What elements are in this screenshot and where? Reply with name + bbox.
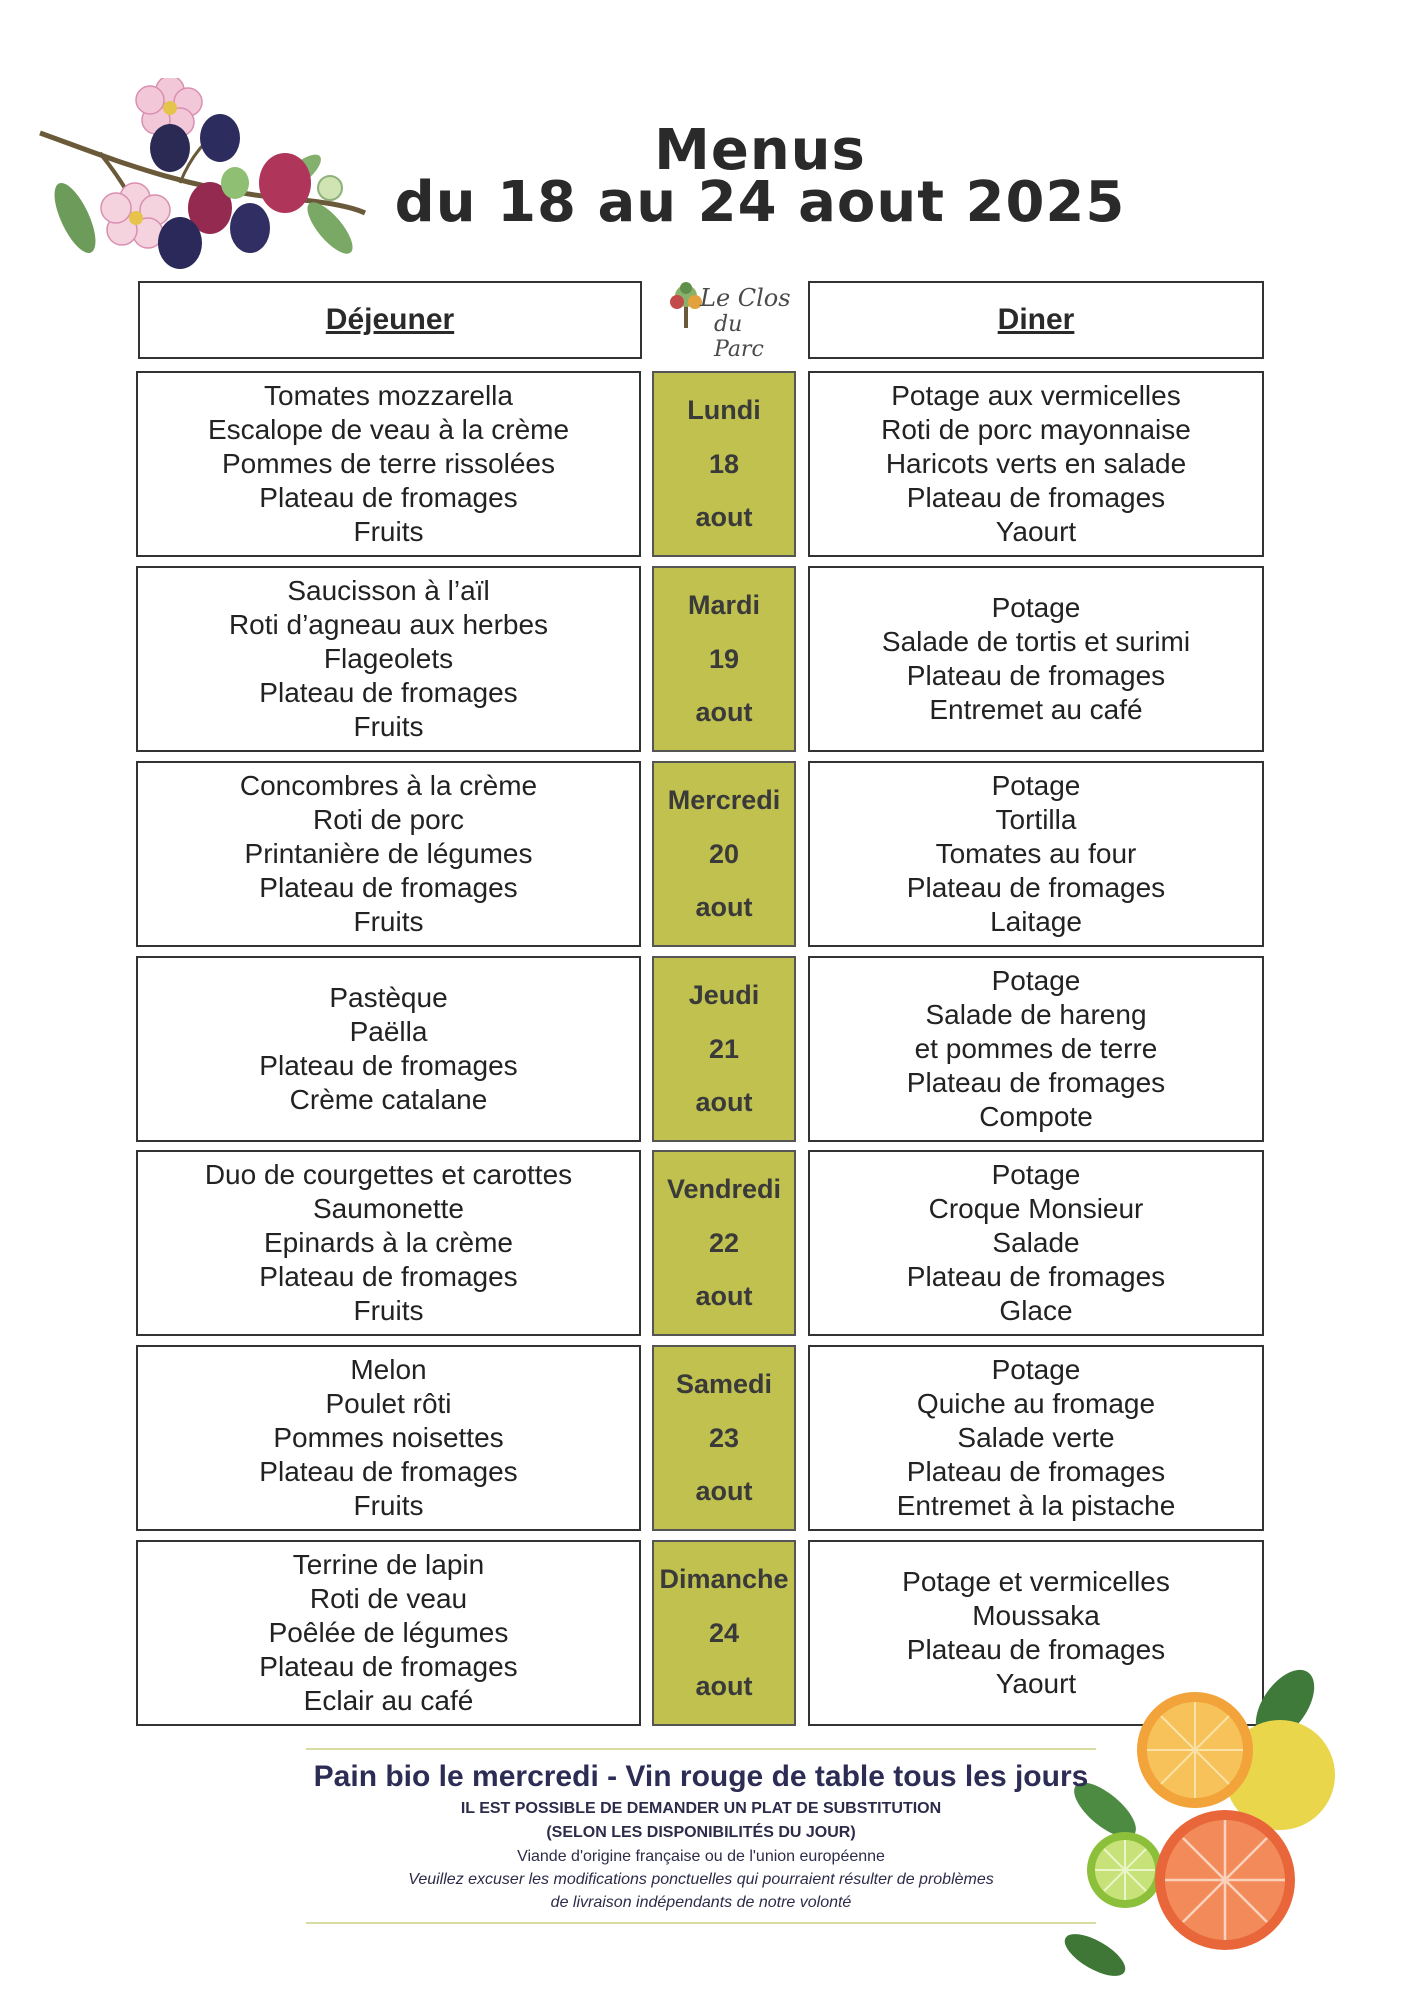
- footer-line-3: (SELON LES DISPONIBILITÉS DU JOUR): [546, 1824, 856, 1841]
- day-num: 21: [708, 1033, 740, 1064]
- day-row: [0, 761, 1414, 947]
- dish-item: Duo de courgettes et carottes: [204, 1159, 573, 1190]
- page-title: Menus: [654, 118, 866, 183]
- day-row: [0, 371, 1414, 557]
- dish-item: Roti de porc: [313, 804, 464, 835]
- dish-item: Plateau de fromages: [259, 872, 518, 903]
- dish-item: Salade verte: [957, 1422, 1115, 1453]
- dish-item: Roti de veau: [309, 1583, 468, 1614]
- dish-item: Pommes de terre rissolées: [221, 448, 555, 479]
- dish-item: Salade de hareng: [925, 999, 1147, 1030]
- dish-item: Plateau de fromages: [906, 660, 1166, 691]
- dish-item: Tomates mozzarella: [264, 380, 513, 411]
- dish-item: Potage: [991, 770, 1081, 801]
- day-name: Jeudi: [688, 980, 760, 1011]
- dish-item: Poêlée de légumes: [268, 1617, 509, 1648]
- diner-menu: [808, 761, 1264, 947]
- dish-item: Plateau de fromages: [259, 1456, 518, 1487]
- dish-item: Moussaka: [972, 1600, 1100, 1631]
- day-cell: [652, 956, 796, 1142]
- dish-item: Entremet au café: [929, 694, 1143, 725]
- dish-item: Compote: [979, 1101, 1093, 1132]
- day-row: [0, 956, 1414, 1142]
- dish-item: Plateau de fromages: [259, 1651, 518, 1682]
- footer-line-5: Veuillez excuser les modifications ponctuelles qui pourraient résulter de problèmes: [408, 1871, 994, 1888]
- dish-item: Potage: [991, 592, 1081, 623]
- diner-menu: [808, 956, 1264, 1142]
- dish-item: Pastèque: [329, 982, 448, 1013]
- dish-item: Quiche au fromage: [916, 1388, 1156, 1419]
- dish-item: Yaourt: [995, 516, 1077, 547]
- day-num: 19: [708, 643, 740, 674]
- day-month: aout: [695, 1670, 753, 1701]
- dish-item: Plateau de fromages: [906, 1456, 1166, 1487]
- day-month: aout: [695, 501, 753, 532]
- day-num: 24: [708, 1617, 740, 1648]
- dish-item: Escalope de veau à la crème: [207, 414, 570, 445]
- dejeuner-menu: [136, 1540, 641, 1726]
- citrus-fruits-icon: [1055, 1660, 1365, 1980]
- dish-item: Paëlla: [349, 1016, 428, 1047]
- dish-item: Fruits: [353, 1490, 424, 1521]
- dish-item: Plateau de fromages: [259, 677, 518, 708]
- footer-line-6: de livraison indépendants de notre volonté: [550, 1894, 852, 1911]
- day-cell: [652, 371, 796, 557]
- day-num: 22: [708, 1227, 740, 1258]
- dish-item: Fruits: [353, 711, 424, 742]
- dish-item: Potage: [991, 1159, 1081, 1190]
- footer: [306, 1748, 1096, 1924]
- dejeuner-menu: [136, 371, 641, 557]
- dish-item: Glace: [999, 1295, 1073, 1326]
- dish-item: Fruits: [353, 1295, 424, 1326]
- dish-item: Fruits: [353, 516, 424, 547]
- day-month: aout: [695, 891, 753, 922]
- day-num: 20: [708, 838, 740, 869]
- day-num: 18: [708, 448, 740, 479]
- dish-item: Eclair au café: [303, 1685, 474, 1716]
- dish-item: Salade de tortis et surimi: [881, 626, 1191, 657]
- dish-item: Plateau de fromages: [906, 872, 1166, 903]
- logo: [660, 278, 794, 362]
- dish-item: Plateau de fromages: [259, 482, 518, 513]
- day-month: aout: [695, 1086, 753, 1117]
- logo-text-1: Le Clos: [700, 284, 791, 312]
- day-name: Mercredi: [667, 785, 781, 816]
- dish-item: Roti d’agneau aux herbes: [228, 609, 549, 640]
- dish-item: Potage: [991, 1354, 1081, 1385]
- dish-item: Printanière de légumes: [244, 838, 533, 869]
- day-row: [0, 1345, 1414, 1531]
- diner-header: Diner: [808, 281, 1264, 359]
- day-name: Samedi: [675, 1369, 773, 1400]
- day-cell: [652, 1345, 796, 1531]
- dish-item: Yaourt: [995, 1668, 1077, 1699]
- dejeuner-header: Déjeuner: [138, 281, 642, 359]
- footer-line-1: Pain bio le mercredi - Vin rouge de table tous les jours: [313, 1760, 1089, 1793]
- diner-menu: [808, 566, 1264, 752]
- day-month: aout: [695, 1475, 753, 1506]
- dish-item: Terrine de lapin: [292, 1549, 485, 1580]
- day-num: 23: [708, 1422, 740, 1453]
- dish-item: Tortilla: [995, 804, 1077, 835]
- day-name: Mardi: [687, 590, 760, 621]
- dish-item: Roti de porc mayonnaise: [881, 414, 1191, 445]
- dejeuner-menu: [136, 566, 641, 752]
- dish-item: Crème catalane: [289, 1084, 488, 1115]
- day-name: Dimanche: [659, 1564, 789, 1595]
- dish-item: Potage aux vermicelles: [891, 380, 1181, 411]
- dish-item: Plateau de fromages: [906, 1067, 1166, 1098]
- dish-item: Potage: [991, 965, 1081, 996]
- dish-item: et pommes de terre: [914, 1033, 1158, 1064]
- day-cell: [652, 1540, 796, 1726]
- footer-line-4: Viande d'origine française ou de l'union européenne: [517, 1848, 885, 1865]
- dish-item: Epinards à la crème: [263, 1227, 513, 1258]
- dish-item: Concombres à la crème: [239, 770, 538, 801]
- day-month: aout: [695, 1280, 753, 1311]
- dish-item: Fruits: [353, 906, 424, 937]
- diner-menu: [808, 1150, 1264, 1336]
- dish-item: Pommes noisettes: [273, 1422, 504, 1453]
- dish-item: Croque Monsieur: [928, 1193, 1144, 1224]
- dish-item: Haricots verts en salade: [885, 448, 1187, 479]
- dejeuner-menu: [136, 1345, 641, 1531]
- dish-item: Tomates au four: [935, 838, 1137, 869]
- blackberry-branch-icon: [30, 78, 370, 298]
- day-cell: [652, 566, 796, 752]
- page-subtitle: du 18 au 24 aout 2025: [394, 170, 1126, 235]
- dish-item: Potage et vermicelles: [902, 1566, 1170, 1597]
- day-row: [0, 566, 1414, 752]
- dejeuner-menu: [136, 1150, 641, 1336]
- dejeuner-menu: [136, 956, 641, 1142]
- day-month: aout: [695, 696, 753, 727]
- dish-item: Plateau de fromages: [259, 1050, 518, 1081]
- dish-item: Poulet rôti: [325, 1388, 452, 1419]
- dish-item: Plateau de fromages: [259, 1261, 518, 1292]
- dish-item: Laitage: [990, 906, 1082, 937]
- dish-item: Melon: [350, 1354, 427, 1385]
- day-name: Vendredi: [666, 1174, 782, 1205]
- dish-item: Entremet à la pistache: [896, 1490, 1176, 1521]
- diner-menu: [808, 1345, 1264, 1531]
- day-name: Lundi: [687, 395, 761, 426]
- dish-item: Flageolets: [323, 643, 454, 674]
- dish-item: Plateau de fromages: [906, 1261, 1166, 1292]
- diner-menu: [808, 371, 1264, 557]
- day-row: [0, 1150, 1414, 1336]
- dish-item: Salade: [992, 1227, 1080, 1258]
- dish-item: Saucisson à l’aïl: [287, 575, 490, 606]
- footer-line-2: IL EST POSSIBLE DE DEMANDER UN PLAT DE SUBSTITUTION: [460, 1800, 942, 1817]
- day-cell: [652, 1150, 796, 1336]
- dish-item: Plateau de fromages: [906, 482, 1166, 513]
- dish-item: Plateau de fromages: [906, 1634, 1166, 1665]
- dejeuner-menu: [136, 761, 641, 947]
- dish-item: Saumonette: [313, 1193, 464, 1224]
- day-cell: [652, 761, 796, 947]
- logo-text-2: du Parc: [714, 312, 764, 362]
